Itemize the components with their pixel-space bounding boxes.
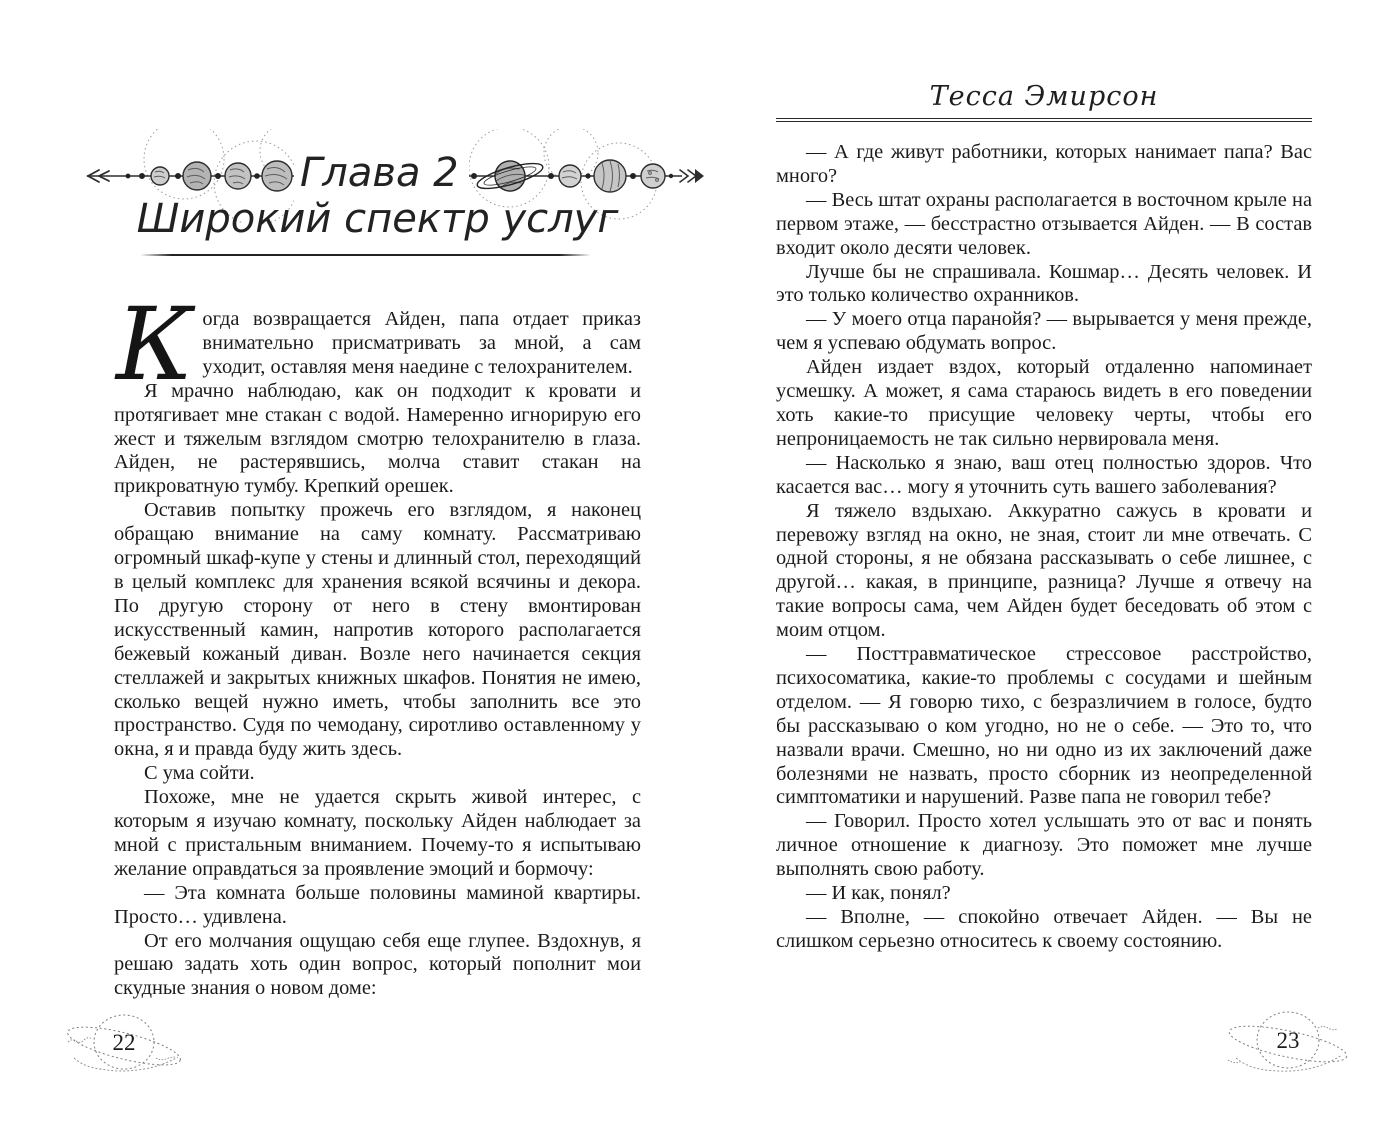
chapter-title: Широкий спектр услуг: [136, 196, 619, 242]
page-number: 23: [1276, 1028, 1300, 1053]
paragraph: — Вполне, — спокойно отвечает Айден. — Вы не слишком серьезно относитесь к своему состоянию.: [776, 906, 1312, 952]
paragraph: Похоже, мне не удается скрыть живой интерес, с которым я изучаю комнату, поскольку Айден наблюдает за мной с пристальным вниманием. Почему-то я испытываю желание оправдаться за проявление эмоций и бормочу:: [114, 786, 641, 880]
left-page: [114, 125, 641, 1105]
page-number-left-saturn-icon: [60, 1002, 192, 1092]
paragraph: — Эта комната больше половины маминой квартиры. Просто… удивлена.: [114, 881, 641, 928]
paragraph: — И как, понял?: [806, 882, 951, 905]
paragraph: Оставив попытку прожечь его взглядом, я наконец обращаю внимание на саму комнату. Рассматриваю огромный шкаф-купе у стены и длинный стол, переходящий в целый комплекс для хранения всякой всячины и декора. По другую сторону от него в стену вмонтирован искусственный камин, напротив которого располагается бежевый кожаный диван. Возле него начинается секция стеллажей и закрытых книжных шкафов. Понятия не имею, сколько вещей нужно иметь, чтобы заполнить все это пространство. Судя по чемодану, сиротливо оставленному у окна, я и правда буду жить здесь.: [114, 499, 641, 761]
right-page: [776, 82, 1312, 1082]
paragraph: — Насколько я знаю, ваш отец полностью здоров. Что касается вас… могу я уточнить суть вашего заболевания?: [776, 451, 1312, 498]
paragraph: Я тяжело вздыхаю. Аккуратно сажусь в кровати и перевожу взгляд на окно, не зная, стоит ли мне отвечать. С одной стороны, я не обязана рассказывать о себе лишнее, с другой… какая, в принципе, разница? Лучше я отвечу на такие вопросы сама, чем Айден будет беседовать об этом с моим отцом.: [776, 499, 1312, 642]
paragraph: — Весь штат охраны располагается в восточном крыле на первом этаже, — бесстрастно отзывается Айден. — В состав входит около десяти человек.: [776, 188, 1312, 259]
running-header-rule: [776, 118, 1312, 122]
paragraph: — А где живут работники, которых нанимает папа? Вас много?: [776, 141, 1312, 187]
paragraph: [114, 286, 641, 403]
paragraph: Я мрачно наблюдаю, как он подходит к кровати и протягивает мне стакан с водой. Намеренно игнорирую его жест и тяжелым взглядом смотрю телохранителю в глаза. Айден, не растерявшись, молча ставит стакан на прикроватную тумбу. Крепкий орешек.: [114, 379, 641, 498]
paragraph: Айден издает вздох, который отдаленно напоминает усмешку. А может, я сама стараюсь видеть в его поведении хоть какие-то присущие человеку черты, чтобы его непроницаемость не так сильно нервировала меня.: [776, 356, 1312, 450]
paragraph: — Говорил. Просто хотел услышать это от вас и понять личное отношение к диагнозу. Это поможет мне лучше выполнять свою работу.: [776, 810, 1312, 881]
right-page-text: [776, 141, 1312, 954]
left-page-text: [114, 286, 641, 1001]
page-number: 22: [112, 1030, 136, 1055]
paragraph: От его молчания ощущаю себя еще глупее. Вздохнув, я решаю задать хоть один вопрос, который пополнит мои скудные знания о новом доме:: [114, 929, 641, 1000]
chapter-rule-divider: [140, 254, 591, 256]
paragraph: — Посттравматическое стрессовое расстройство, психосоматика, какие-то проблемы с сосудами и шейным отделом. — Я говорю тихо, с безразличием в голосе, будто бы рассказываю о ком угодно, но не о себе. — Это то, что назвали врачи. Смешно, но ни одно из их заключений даже болезнями не назвать, просто сборник из неопределенной симптоматики и нарушений. Разве папа не говорил тебе?: [776, 643, 1312, 809]
paragraph: С ума сойти.: [144, 762, 255, 785]
paragraph: Лучше бы не спрашивала. Кошмар… Десять человек. И это только количество охранников.: [776, 260, 1312, 307]
page-number-right-saturn-icon: [1218, 998, 1356, 1090]
paragraph: — У моего отца паранойя? — вырывается у меня прежде, чем я успеваю обдумать вопрос.: [776, 308, 1312, 355]
paragraph-text: огда возвращается Айден, папа отдает приказ внимательно присматривать за мной, а сам уходит, оставляя меня наедине с телохранителем.: [202, 308, 641, 378]
drop-cap: К: [116, 286, 194, 403]
running-header: Тесса Эмирсон: [929, 81, 1159, 112]
chapter-label: Глава 2: [300, 150, 459, 196]
